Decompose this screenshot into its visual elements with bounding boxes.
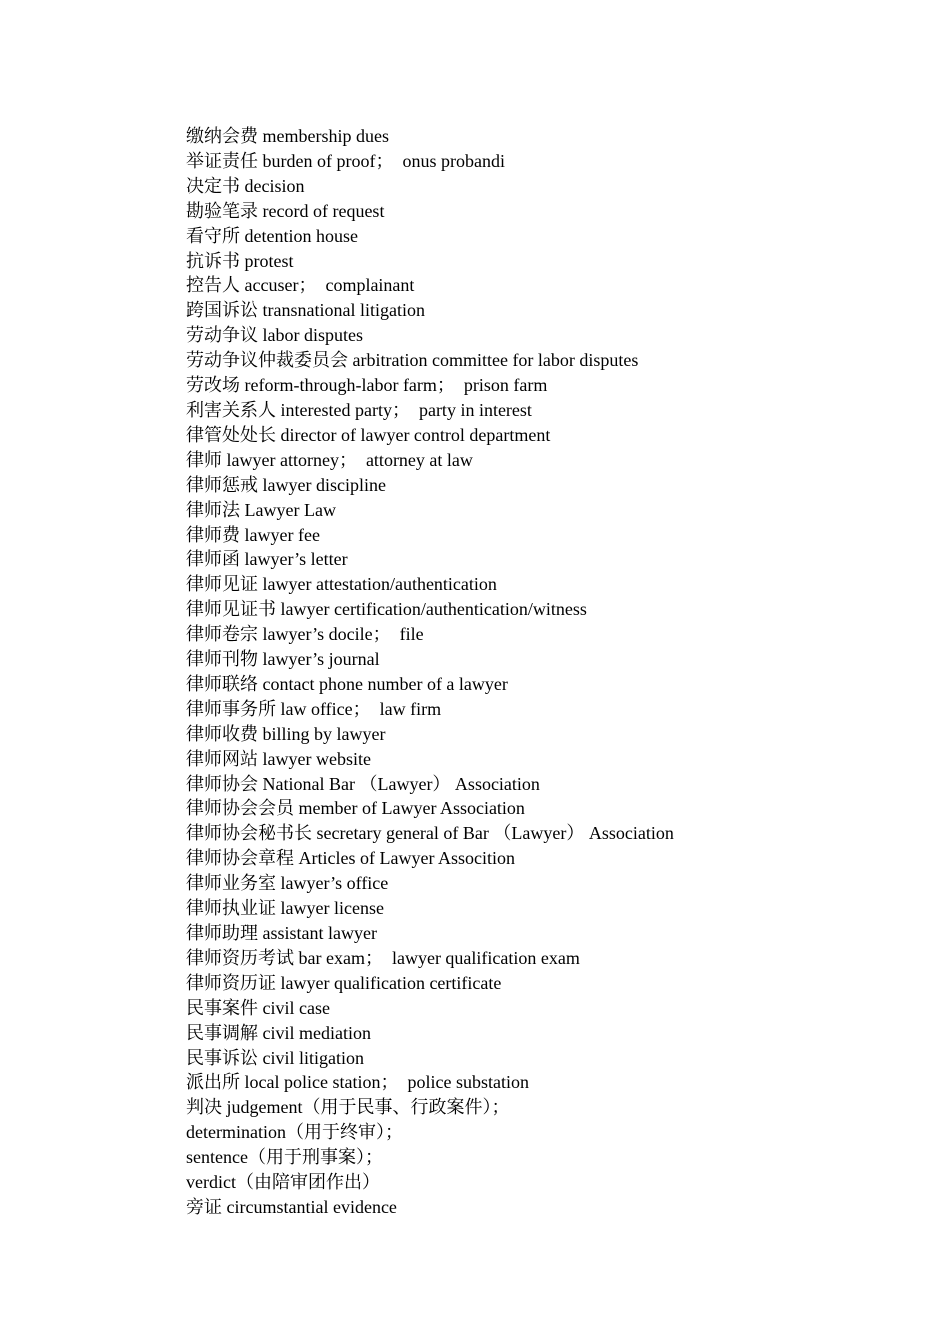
glossary-entry: 缴纳会费 membership dues [186, 126, 389, 146]
glossary-entry: 律师函 lawyer’s letter [186, 549, 348, 570]
glossary-entry: 律师资历证 lawyer qualification certificate [186, 972, 502, 993]
glossary-entry: 勘验笔录 record of request [186, 200, 385, 221]
glossary-entry: 决定书 decision [186, 175, 305, 196]
glossary-entry: 派出所 local police station； police substation [186, 1072, 529, 1093]
glossary-entry: 律师见证书 lawyer certification/authentication/witness [186, 599, 587, 620]
glossary-entry: verdict（由陪审团作出） [186, 1172, 380, 1193]
glossary-entry: 举证责任 burden of proof； onus probandi [186, 150, 505, 171]
glossary-entry: 律师见证 lawyer attestation/authentication [186, 574, 497, 595]
glossary-entry: 律师卷宗 lawyer’s docile； file [186, 624, 424, 645]
glossary-entry: 律师网站 lawyer website [186, 748, 371, 769]
glossary-entry: 律师 lawyer attorney； attorney at law [186, 449, 473, 470]
glossary-entry: 律师惩戒 lawyer discipline [186, 474, 386, 495]
glossary-entry: 看守所 detention house [186, 225, 358, 246]
glossary-entry: 劳动争议仲裁委员会 arbitration committee for labor disputes [186, 350, 639, 371]
glossary-entry: 民事诉讼 civil litigation [186, 1047, 364, 1068]
glossary-entry: 旁证 circumstantial evidence [186, 1196, 397, 1217]
glossary-entry: 劳动争议 labor disputes [186, 325, 363, 346]
glossary-entry: 律师资历考试 bar exam； lawyer qualification exam [186, 947, 580, 968]
glossary-entry: 控告人 accuser； complainant [186, 275, 415, 296]
glossary-entry: 判决 judgement（用于民事、行政案件）； [186, 1097, 510, 1118]
glossary-entry: 律师协会会员 member of Lawyer Association [186, 798, 525, 819]
glossary-entry: 律师费 lawyer fee [186, 524, 320, 545]
glossary-entry: 律师刊物 lawyer’s journal [186, 649, 380, 670]
glossary-entry: 律师事务所 law office； law firm [186, 698, 442, 719]
glossary-entry: 利害关系人 interested party； party in interest [186, 399, 532, 420]
glossary-entry: 律师联络 contact phone number of a lawyer [186, 673, 508, 694]
glossary-entry: 律管处处长 director of lawyer control department [186, 424, 551, 445]
glossary-entry: 律师法 Lawyer Law [186, 499, 336, 520]
glossary-entry: 抗诉书 protest [186, 250, 294, 271]
glossary-list [186, 124, 906, 1220]
glossary-entry: 律师助理 assistant lawyer [186, 923, 377, 943]
glossary-entry: 民事案件 civil case [186, 997, 330, 1018]
glossary-entry: 跨国诉讼 transnational litigation [186, 300, 425, 321]
glossary-entry: 律师协会章程 Articles of Lawyer Assocition [186, 848, 515, 869]
glossary-entry: 律师收费 billing by lawyer [186, 723, 386, 744]
glossary-entry: 律师协会 National Bar （Lawyer） Association [186, 773, 540, 794]
glossary-entry: sentence（用于刑事案）； [186, 1147, 383, 1168]
glossary-entry: 律师业务室 lawyer’s office [186, 873, 389, 894]
glossary-entry: 劳改场 reform-through-labor farm； prison farm [186, 375, 548, 396]
glossary-entry: 民事调解 civil mediation [186, 1022, 371, 1043]
glossary-entry: determination（用于终审）； [186, 1122, 403, 1143]
glossary-entry: 律师协会秘书长 secretary general of Bar （Lawyer） Association [186, 823, 674, 844]
glossary-entry: 律师执业证 lawyer license [186, 898, 384, 919]
